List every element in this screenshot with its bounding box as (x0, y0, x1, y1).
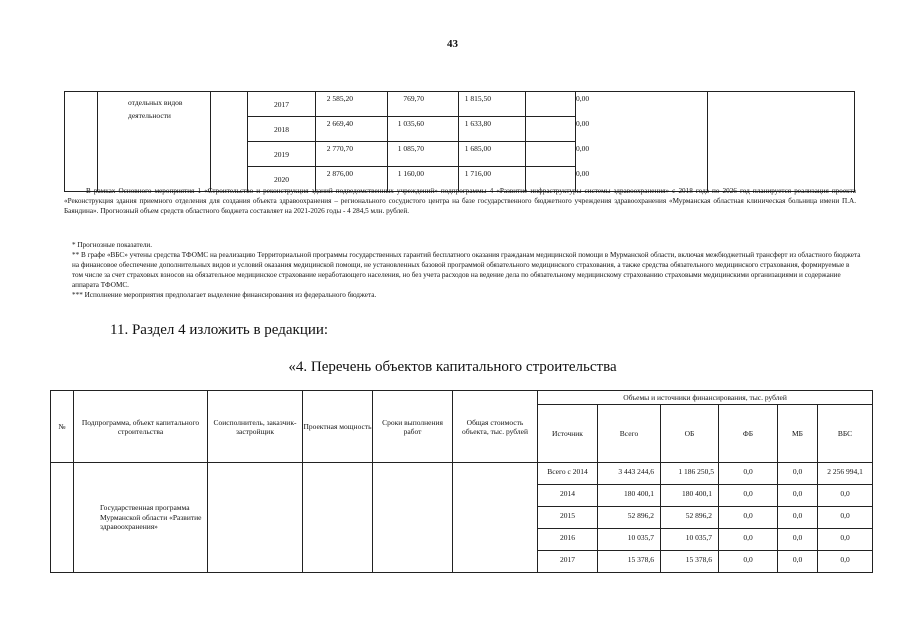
total-cell: 3 443 244,6 (598, 463, 661, 485)
year-cell: 2018 (248, 117, 316, 142)
header-row (51, 391, 873, 405)
footnote-forecast: * Прогнозные показатели. (72, 241, 153, 249)
value-cell: 1 815,50 (459, 92, 526, 117)
footnote-federal: *** Исполнение мероприятия предполагает выделение финансирования из федерального бюджета. (72, 291, 377, 299)
mb-cell: 0,0 (778, 463, 818, 485)
empty-cell (708, 92, 855, 192)
mb-cell: 0,0 (778, 507, 818, 529)
fb-cell: 0,0 (719, 463, 778, 485)
table-heading: «4. Перечень объектов капитального строительства (288, 359, 617, 375)
source-cell: 2017 (538, 551, 598, 573)
col-fb: ФБ (719, 405, 778, 463)
fb-cell: 0,0 (719, 485, 778, 507)
value-cell: 1 160,00 (388, 167, 459, 192)
empty-cell (373, 463, 453, 573)
table-row (65, 92, 855, 117)
value-cell: 1 085,70 (388, 142, 459, 167)
value-cell: 1 685,00 (459, 142, 526, 167)
empty-cell (303, 463, 373, 573)
source-cell: 2016 (538, 529, 598, 551)
col-coexecutor: Соисполнитель, заказчик-застройщик (208, 391, 303, 463)
vbs-cell: 0,0 (818, 485, 873, 507)
fb-cell: 0,0 (719, 507, 778, 529)
source-cell: Всего с 2014 (538, 463, 598, 485)
total-cell: 15 378,6 (598, 551, 661, 573)
ob-cell: 180 400,1 (661, 485, 719, 507)
continuation-table (64, 91, 855, 192)
col-number: № (51, 391, 74, 463)
col-vbs: ВБС (818, 405, 873, 463)
col-total-cost: Общая стоимость объекта, тыс. рублей (453, 391, 538, 463)
col-source: Источник (538, 405, 598, 463)
ob-cell: 1 186 250,5 (661, 463, 719, 485)
col-capacity: Проектная мощность (303, 391, 373, 463)
col-total: Всего (598, 405, 661, 463)
vbs-cell: 0,0 (818, 507, 873, 529)
empty-cell (208, 463, 303, 573)
value-cell: 0,00 (526, 117, 576, 142)
body-paragraph: В рамках Основного мероприятия 1 «Строительство и реконструкция зданий подведомственных учреждений» подпрограммы 4 «Развитие инфраструктуры системы здравоохранения» с 2018 года по 2026 год планируется реализация проекта «Реконструкция здания приемного отделения для создания объекта здравоохранения – регионального сосудистого центра на базе государственного бюджетного учреждения здравоохранения «Мурманская областная клиническая больница имени П.А. Баяндина». Прогнозный объем средств областного бюджета составляет на 2021-2026 годы - 4 284,5 млн. рублей. (64, 187, 856, 215)
value-cell: 769,70 (388, 92, 459, 117)
value-cell: 2 585,20 (316, 92, 388, 117)
col-subprogram: Подпрограмма, объект капитального строительства (74, 391, 208, 463)
section-heading: 11. Раздел 4 изложить в редакции: (110, 322, 329, 338)
fb-cell: 0,0 (719, 551, 778, 573)
ob-cell: 52 896,2 (661, 507, 719, 529)
empty-cell (453, 463, 538, 573)
total-cell: 180 400,1 (598, 485, 661, 507)
vbs-cell: 2 256 994,1 (818, 463, 873, 485)
vbs-cell: 0,0 (818, 551, 873, 573)
value-cell: 1 633,80 (459, 117, 526, 142)
ob-cell: 15 378,6 (661, 551, 719, 573)
empty-cell (576, 92, 708, 192)
footnotes (72, 240, 862, 300)
mb-cell: 0,0 (778, 485, 818, 507)
table-row (51, 463, 873, 485)
total-cell: 52 896,2 (598, 507, 661, 529)
value-cell: 1 035,60 (388, 117, 459, 142)
col-ob: ОБ (661, 405, 719, 463)
empty-cell (65, 92, 98, 192)
col-funding-group: Объемы и источники финансирования, тыс. рублей (538, 391, 873, 405)
capital-construction-table (50, 390, 873, 573)
page-number: 43 (447, 38, 458, 50)
source-cell: 2014 (538, 485, 598, 507)
total-cell: 10 035,7 (598, 529, 661, 551)
footnote-vbs: ** В графе «ВБС» учтены средства ТФОМС на реализацию Территориальной программы государственных гарантий бесплатного оказания гражданам медицинской помощи в Мурманской области, включая межбюджетный трансферт из областного бюджета на финансовое обеспечение дополнительных видов и условий оказания медицинской помощи, не установленных базовой программой обязательного медицинского страхования, а также средства обязательного медицинского страхования, формируемые в том числе за счет страховых взносов на обязательное медицинское страхование неработающего населения, но без учета расходов на ведение дела по обязательному медицинскому страхованию страховыми медицинскими организациями и содержание аппарата ТФОМС. (72, 251, 861, 289)
fb-cell: 0,0 (719, 529, 778, 551)
value-cell: 0,00 (526, 167, 576, 192)
activity-label: отдельных видов деятельности (98, 92, 211, 192)
year-cell: 2020 (248, 167, 316, 192)
col-terms: Сроки выполнения работ (373, 391, 453, 463)
col-mb: МБ (778, 405, 818, 463)
mb-cell: 0,0 (778, 551, 818, 573)
value-cell: 2 669,40 (316, 117, 388, 142)
year-cell: 2019 (248, 142, 316, 167)
year-cell: 2017 (248, 92, 316, 117)
empty-cell (51, 463, 74, 573)
value-cell: 0,00 (526, 92, 576, 117)
value-cell: 0,00 (526, 142, 576, 167)
mb-cell: 0,0 (778, 529, 818, 551)
value-cell: 2 770,70 (316, 142, 388, 167)
value-cell: 2 876,00 (316, 167, 388, 192)
source-cell: 2015 (538, 507, 598, 529)
ob-cell: 10 035,7 (661, 529, 719, 551)
value-cell: 1 716,00 (459, 167, 526, 192)
vbs-cell: 0,0 (818, 529, 873, 551)
empty-cell (211, 92, 248, 192)
program-name: Государственная программа Мурманской области «Развитие здравоохранения» (74, 463, 208, 573)
